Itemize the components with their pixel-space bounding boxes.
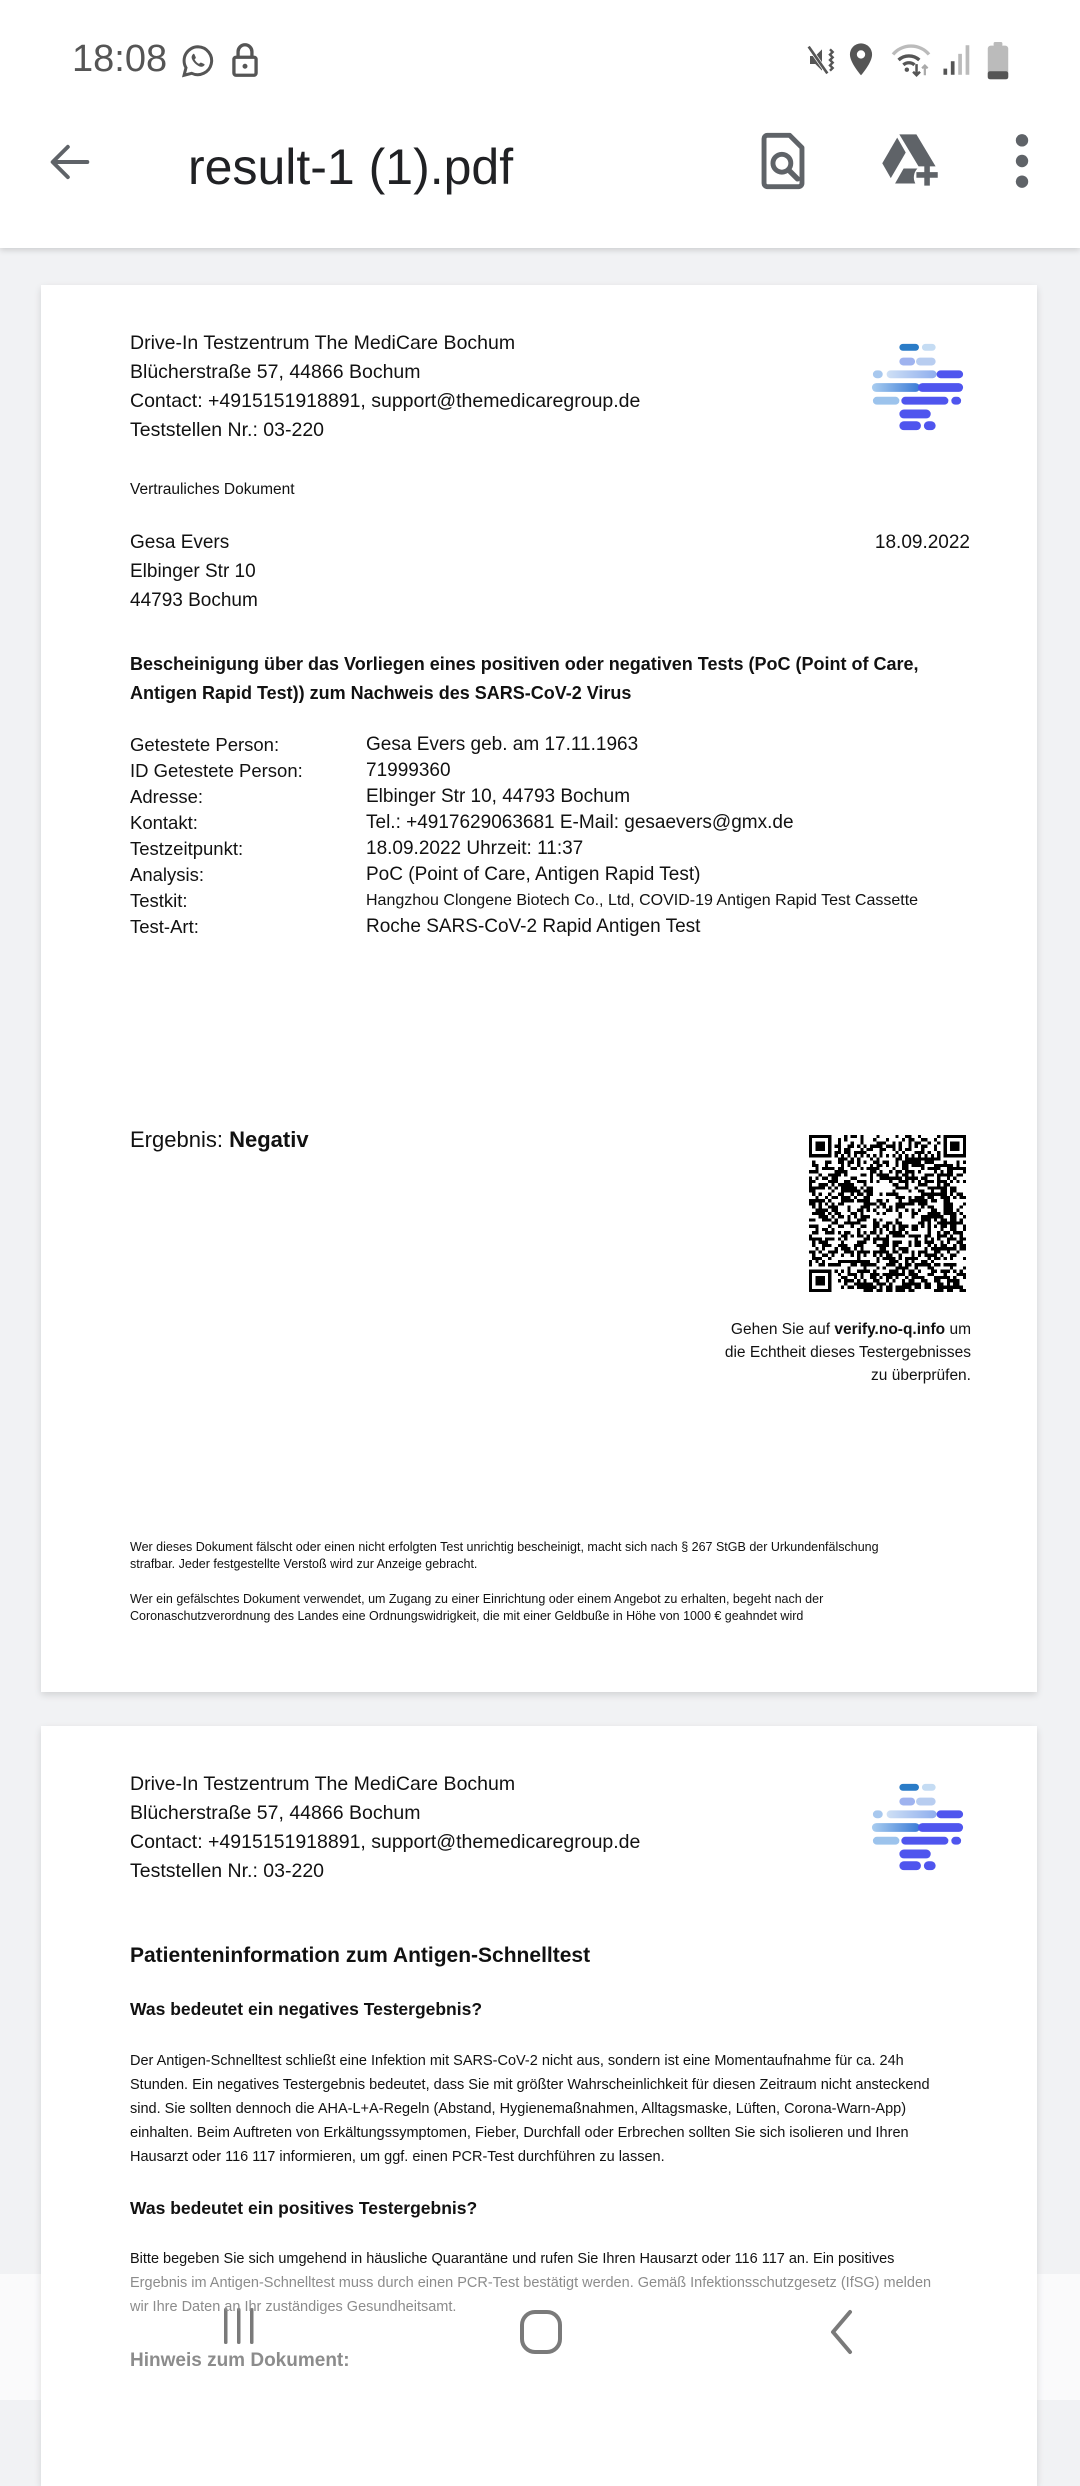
detail-value: 18.09.2022 Uhrzeit: 11:37 [366, 838, 584, 859]
logo-shape [937, 370, 963, 378]
result-value: Negativ [229, 1127, 309, 1152]
detail-value: Elbinger Str 10, 44793 Bochum [366, 786, 631, 807]
recipient-name: Gesa Evers [130, 532, 230, 553]
certificate-title [130, 650, 918, 708]
paragraph-line: Ergebnis im Antigen-Schnelltest muss durch einen PCR-Test bestätigt werden. Gemäß Infektionsschutzgesetz (IfSG) melden [130, 2275, 932, 2291]
verify-line-3: zu überprüfen. [871, 1367, 971, 1384]
org-test-site-number: Teststellen Nr.: 03-220 [130, 1860, 325, 1882]
document-title: result-1 (1).pdf [188, 139, 514, 195]
logo-shape [872, 1823, 920, 1832]
disclaimer-line: Wer dieses Dokument fälscht oder einen nicht erfolgten Test unrichtig bescheinigt, macht sich nach § 267 StGB der Urkundenfälschung [130, 1540, 879, 1554]
logo-shape [922, 344, 936, 351]
certificate-title-line: Antigen Rapid Test)) zum Nachweis des SARS-CoV-2 Virus [130, 683, 632, 703]
logo-shape [873, 397, 899, 405]
logo-shape [922, 1784, 936, 1791]
back-button[interactable] [44, 136, 96, 188]
negative-result-text [130, 2049, 930, 2169]
whatsapp-icon [180, 42, 216, 80]
detail-value: 71999360 [366, 760, 451, 781]
logo-shape [899, 1784, 919, 1791]
logo-shape [872, 383, 920, 392]
lock-icon [231, 42, 259, 78]
logo-shape [918, 1823, 963, 1832]
detail-row-test-time [130, 836, 918, 862]
org-address: Blücherstraße 57, 44866 Bochum [130, 1802, 421, 1824]
org-header [130, 329, 640, 445]
wifi-icon [890, 42, 932, 78]
qr-code-modules [809, 1135, 966, 1292]
logo-shape [887, 1810, 937, 1818]
logo-shape [899, 344, 919, 351]
logo-shape [924, 1861, 936, 1870]
detail-value: Roche SARS-CoV-2 Rapid Antigen Test [366, 916, 701, 937]
disclaimer-line: strafbar. Jeder festgestellte Verstoß wird zur Anzeige gebracht. [130, 1557, 478, 1571]
logo-shape [951, 397, 961, 405]
org-name: Drive-In Testzentrum The MediCare Bochum [130, 1773, 516, 1795]
detail-row-tested-person [130, 732, 918, 758]
detail-value: Gesa Evers geb. am 17.11.1963 [366, 734, 639, 755]
test-result [130, 1125, 309, 1155]
paragraph-line: Hausarzt oder 116 117 informieren, um ggf. einen PCR-Test durchführen zu lassen. [130, 2149, 665, 2165]
verify-suffix: um [949, 1321, 971, 1338]
logo-shape [916, 1798, 936, 1806]
logo-shape [937, 1810, 963, 1818]
org-name: Drive-In Testzentrum The MediCare Bochum [130, 332, 516, 354]
logo-shape [887, 370, 937, 378]
org-address: Blücherstraße 57, 44866 Bochum [130, 361, 421, 383]
medicare-logo [869, 1780, 967, 1875]
logo-shape [918, 383, 963, 392]
detail-value: Tel.: +4917629063681 E-Mail: gesaevers@gmx.de [366, 812, 794, 833]
status-time: 18:08 [72, 38, 168, 80]
battery-icon [986, 42, 1010, 80]
mute-vibrate-icon [806, 44, 838, 76]
result-label: Ergebnis: [130, 1127, 223, 1152]
org-contact: Contact: +4915151918891, support@themedicaregroup.de [130, 1831, 641, 1853]
detail-label: Kontakt: [130, 812, 198, 833]
recipient-street: Elbinger Str 10 [130, 561, 256, 582]
detail-row-contact [130, 810, 918, 836]
logo-shape [873, 1837, 899, 1845]
paragraph-line: wir Ihre Daten an Ihr zuständiges Gesundheitsamt. [130, 2299, 457, 2315]
patient-info-heading: Patienteninformation zum Antigen-Schnelltest [130, 1944, 591, 1967]
positive-result-heading: Was bedeutet ein positives Testergebnis? [130, 2198, 478, 2218]
logo-shape [899, 421, 921, 430]
negative-result-heading: Was bedeutet ein negatives Testergebnis? [130, 1999, 483, 2019]
detail-row-test-type [130, 914, 918, 940]
find-in-page-icon[interactable] [757, 132, 809, 190]
detail-label: ID Getestete Person: [130, 760, 303, 781]
positive-result-text [130, 2247, 931, 2319]
logo-shape [899, 1861, 921, 1870]
logo-shape [873, 370, 883, 378]
top-app-bar [0, 0, 1080, 248]
location-icon [846, 42, 876, 78]
pdf-page-1 [41, 285, 1037, 1692]
detail-value: PoC (Point of Care, Antigen Rapid Test) [366, 864, 701, 885]
verify-line-1 [725, 1318, 971, 1341]
logo-shape [901, 1837, 948, 1845]
detail-label: Getestete Person: [130, 734, 280, 755]
signal-icon [942, 44, 972, 76]
disclaimer-paragraph [130, 1591, 879, 1625]
logo-shape [899, 410, 930, 419]
disclaimer-line: Coronaschutzverordnung des Landes eine Ordnungswidrigkeit, die mit einer Geldbuße in Höhe von 1000 € geahndet wird [130, 1609, 804, 1623]
logo-shape [899, 1850, 930, 1859]
org-contact: Contact: +4915151918891, support@themedicaregroup.de [130, 390, 641, 412]
logo-shape [873, 1810, 883, 1818]
verify-link[interactable]: verify.no-q.info [834, 1321, 946, 1338]
qr-code [809, 1135, 966, 1292]
paragraph-line: sind. Sie sollten dennoch die AHA-L+A-Regeln (Abstand, Hygienemaßnahmen, Alltagsmaske, Lüften, Corona-Warn-App) [130, 2101, 907, 2117]
detail-row-person-id [130, 758, 918, 784]
detail-label: Testzeitpunkt: [130, 838, 244, 859]
recipient-city: 44793 Bochum [130, 590, 258, 611]
paragraph-line: Bitte begeben Sie sich umgehend in häusliche Quarantäne und rufen Sie Ihren Hausarzt oder 116 117 an. Ein positives [130, 2251, 895, 2267]
logo-shape [924, 421, 936, 430]
paragraph-line: Stunden. Ein negatives Testergebnis bedeutet, dass Sie mit größter Wahrscheinlichkeit für diesen Zeitraum nicht ansteckend [130, 2077, 930, 2093]
verify-prefix: Gehen Sie auf [730, 1321, 831, 1338]
recipient-address [130, 528, 258, 615]
verify-instructions [725, 1318, 971, 1387]
document-note-heading: Hinweis zum Dokument: [130, 2350, 350, 2371]
logo-shape [916, 358, 936, 366]
disclaimer-paragraph [130, 1539, 879, 1573]
logo-shape [899, 1798, 915, 1806]
logo-shape [951, 1837, 961, 1845]
detail-label: Test-Art: [130, 916, 199, 937]
detail-row-address [130, 784, 918, 810]
detail-value: Hangzhou Clongene Biotech Co., Ltd, COVID-19 Antigen Rapid Test Cassette [366, 892, 919, 909]
detail-row-analysis [130, 862, 918, 888]
detail-label: Testkit: [130, 890, 188, 911]
detail-row-testkit [130, 888, 918, 914]
confidential-label: Vertrauliches Dokument [130, 481, 295, 498]
legal-disclaimer [130, 1539, 879, 1643]
pdf-page-2 [41, 1726, 1037, 2486]
verify-line-2: die Echtheit dieses Testergebnisses [724, 1344, 971, 1361]
logo-shape [899, 358, 915, 366]
test-details-table [130, 732, 918, 940]
org-header [130, 1770, 640, 1886]
paragraph-line: Der Antigen-Schnelltest schließt eine Infektion mit SARS-CoV-2 nicht aus, sondern ist eine Momentaufnahme für ca. 24h [130, 2053, 904, 2069]
org-test-site-number: Teststellen Nr.: 03-220 [130, 419, 325, 441]
document-date: 18.09.2022 [874, 532, 970, 553]
paragraph-line: einhalten. Beim Auftreten von Erkältungssymptomen, Fieber, Durchfall oder Erbrechen sollten Sie sich isolieren und Ihren [130, 2125, 909, 2141]
more-vert-icon[interactable] [1004, 130, 1040, 192]
certificate-title-line: Bescheinigung über das Vorliegen eines positiven oder negativen Tests (PoC (Point of Care, [130, 654, 919, 674]
detail-label: Analysis: [130, 864, 205, 885]
disclaimer-line: Wer ein gefälschtes Dokument verwendet, um Zugang zu einer Einrichtung oder einem Angebot zu erhalten, begeht nach der [130, 1592, 824, 1606]
medicare-logo [869, 340, 967, 435]
detail-label: Adresse: [130, 786, 204, 807]
add-to-drive-icon[interactable] [878, 132, 942, 188]
logo-shape [901, 397, 948, 405]
